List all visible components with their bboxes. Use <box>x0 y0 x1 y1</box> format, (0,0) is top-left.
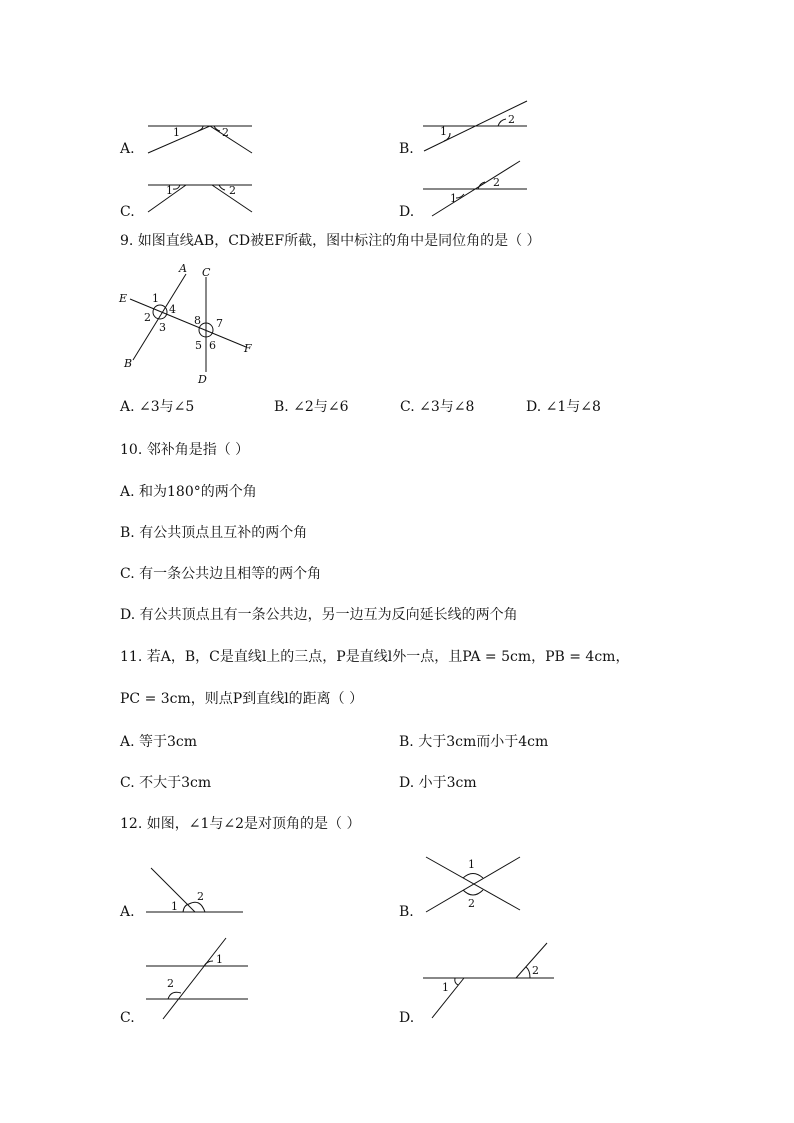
q11-option-b-text: 大于3cm而小于4cm <box>418 734 549 750</box>
q12-a-angle2: 2 <box>197 890 204 903</box>
q10-option-a-label: A. <box>120 484 135 500</box>
q10-option-c[interactable] <box>120 565 321 583</box>
q12-option-b-label[interactable]: B. <box>399 904 414 920</box>
q12-c-angle2: 2 <box>167 977 174 990</box>
q12-option-c-label[interactable]: C. <box>120 1010 135 1026</box>
q10-option-a[interactable] <box>120 483 257 501</box>
q9-option-c[interactable] <box>400 398 474 416</box>
q9-option-d-label: D. <box>526 399 542 415</box>
q11-option-c-text: 不大于3cm <box>139 775 212 791</box>
q12-option-a-label[interactable]: A. <box>120 904 135 920</box>
q9-option-a[interactable] <box>120 398 194 416</box>
q11-option-b[interactable] <box>399 733 548 751</box>
q11-option-c-label: C. <box>120 775 135 791</box>
q10-option-b[interactable] <box>120 524 307 542</box>
q9-option-d[interactable] <box>526 398 601 416</box>
q11-option-c[interactable] <box>120 774 211 792</box>
q12-option-a-figure <box>143 862 248 917</box>
q10-option-c-text: 有一条公共边且相等的两个角 <box>139 566 322 582</box>
q10-option-d-text: 有公共顶点且有一条公共边，另一边互为反向延长线的两个角 <box>139 607 518 623</box>
q9-point-f: F <box>244 342 252 355</box>
q9-option-d-text: ∠1与∠8 <box>545 399 601 415</box>
q12-option-d-label[interactable]: D. <box>399 1010 415 1026</box>
q12-a-angle1: 1 <box>171 900 178 913</box>
q8-c-angle2: 2 <box>229 184 236 197</box>
q10-option-b-text: 有公共顶点且互补的两个角 <box>139 525 308 541</box>
q9-point-b: B <box>124 357 133 370</box>
q9-point-e: E <box>119 292 128 305</box>
q9-point-d: D <box>198 373 207 386</box>
q9-angle-6: 6 <box>209 339 216 352</box>
q8-a-angle2: 2 <box>222 126 229 139</box>
q9-angle-4: 4 <box>169 303 176 316</box>
q12-option-c-figure <box>143 935 253 1023</box>
q9-point-c: C <box>202 266 211 279</box>
q9-option-a-label: A. <box>120 399 135 415</box>
q8-d-angle2: 2 <box>493 176 500 189</box>
q8-option-a-label[interactable]: A. <box>120 141 135 157</box>
q9-angle-5: 5 <box>195 339 202 352</box>
q8-option-b-figure <box>420 95 535 155</box>
q8-b-angle2: 2 <box>508 113 515 126</box>
q11-option-a-label: A. <box>120 734 135 750</box>
q11-option-d[interactable] <box>399 774 477 792</box>
q12-stem: 12. 如图，∠1与∠2是对顶角的是（ ） <box>120 816 361 832</box>
q9-angle-8: 8 <box>194 314 201 327</box>
q11-stem-line2: PC = 3cm，则点P到直线l的距离（ ） <box>120 691 364 707</box>
q10-option-b-label: B. <box>120 525 135 541</box>
q8-option-b-label[interactable]: B. <box>399 141 414 157</box>
q10-option-a-text: 和为180°的两个角 <box>139 484 257 500</box>
q8-a-angle1: 1 <box>173 126 180 139</box>
q8-option-d-label[interactable]: D. <box>399 204 415 220</box>
q10-option-d[interactable] <box>120 606 518 624</box>
q9-angle-3: 3 <box>159 321 166 334</box>
q8-option-d-figure <box>420 158 535 218</box>
q11-option-a[interactable] <box>120 733 197 751</box>
q12-b-angle2: 2 <box>468 897 475 910</box>
q9-option-b-text: ∠2与∠6 <box>293 399 349 415</box>
q12-c-angle1: 1 <box>216 953 223 966</box>
q11-option-a-text: 等于3cm <box>139 734 198 750</box>
q11-option-b-label: B. <box>399 734 414 750</box>
q11-option-d-label: D. <box>399 775 415 791</box>
q9-angle-2: 2 <box>144 311 151 324</box>
q9-option-b-label: B. <box>274 399 289 415</box>
q8-c-angle1: 1 <box>166 184 173 197</box>
q8-option-c-label[interactable]: C. <box>120 204 135 220</box>
q8-option-a-figure <box>140 115 260 160</box>
q10-option-d-label: D. <box>120 607 136 623</box>
q9-option-c-label: C. <box>400 399 415 415</box>
q8-d-angle1: 1 <box>450 192 457 205</box>
q9-point-a: A <box>179 262 187 275</box>
q9-option-c-text: ∠3与∠8 <box>419 399 475 415</box>
q12-option-b-figure <box>420 852 530 917</box>
q9-option-b[interactable] <box>274 398 348 416</box>
q11-option-d-text: 小于3cm <box>418 775 477 791</box>
q9-figure <box>118 262 263 387</box>
q8-b-angle1: 1 <box>440 125 447 138</box>
q9-stem: 9. 如图直线AB，CD被EF所截，图中标注的角中是同位角的是（ ） <box>120 233 541 249</box>
q12-b-angle1: 1 <box>468 858 475 871</box>
q12-option-d-figure <box>420 940 560 1022</box>
q9-option-a-text: ∠3与∠5 <box>139 399 195 415</box>
q9-angle-7: 7 <box>216 317 223 330</box>
q9-angle-1: 1 <box>152 292 159 305</box>
q11-stem-line1: 11. 若A，B，C是直线l上的三点，P是直线l外一点，且PA = 5cm，PB = 4cm， <box>120 649 630 665</box>
q12-d-angle1: 1 <box>442 981 449 994</box>
q8-option-c-figure <box>140 175 260 220</box>
q10-stem: 10. 邻补角是指（ ） <box>120 442 250 458</box>
q10-option-c-label: C. <box>120 566 135 582</box>
q12-d-angle2: 2 <box>532 964 539 977</box>
